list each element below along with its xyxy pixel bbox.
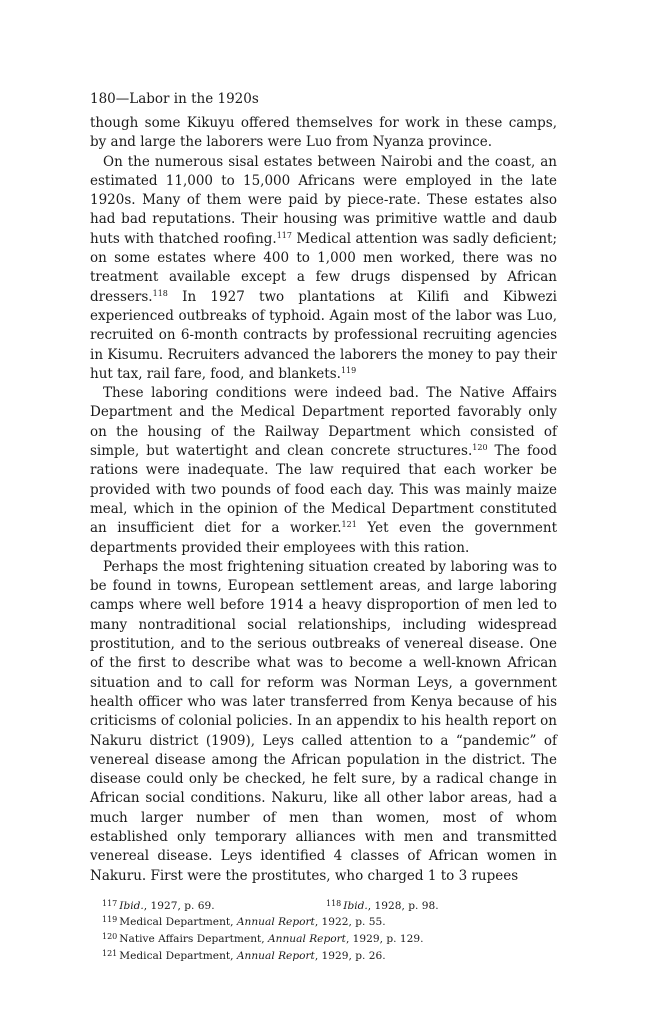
footnote-text: , 1929, p. 26. — [314, 949, 386, 962]
page — [90, 90, 557, 963]
footnote-text: , 1928, p. 98. — [367, 899, 439, 912]
footnote-italic: Annual Report — [236, 949, 315, 962]
text-run: Yet even the government departments provided their employees with this ration. — [90, 520, 557, 556]
footnote-118 — [326, 897, 439, 914]
footnote-ref: 118 — [152, 288, 168, 298]
paragraph — [90, 114, 557, 153]
footnote-ref: 117 — [276, 230, 292, 240]
footnote-ref: 119 — [340, 365, 357, 375]
text-run: These laboring conditions were indeed bad. The Native Affairs Department and the Medical Department reported favorably only on the housing of the Railway Department which consisted of simple, but watertight and clean concrete structures. — [90, 385, 557, 460]
footnote-italic: Annual Report — [236, 916, 315, 929]
footnote-text: , 1929, p. 129. — [345, 933, 424, 946]
text-run: though some Kikuyu offered themselves for work in these camps, by and large the laborers were Luo from Nyanza province. — [90, 115, 557, 151]
text-run: In 1927 two plantations at Kilifi and Kibwezi experienced outbreaks of typhoid. Again most of the labor was Luo, recruited on 6-month contracts by professional recruiting agencies in Kisumu. Recruiters advanced the laborers the money to pay their hut tax, rail fare, food, and blankets. — [90, 288, 557, 382]
paragraph — [90, 558, 557, 886]
footnote-italic: Ibid. — [343, 899, 368, 912]
footnote-number: 121 — [102, 948, 118, 958]
footnote-text: Native Affairs Department, — [119, 933, 269, 946]
footnote-italic: Annual Report — [268, 933, 346, 946]
paragraph — [90, 384, 557, 558]
footnote-text: Medical Department, — [119, 949, 237, 962]
footnotes — [90, 897, 557, 963]
running-head: 180—Labor in the 1920s — [90, 91, 259, 107]
footnote-120 — [102, 930, 557, 947]
paragraph — [90, 153, 557, 385]
footnote-italic: Ibid. — [119, 899, 144, 912]
text-run: Medical attention was sadly deficient; on some estates where 400 to 1,000 men worked, there was no treatment available except a few drugs dispensed by African dressers. — [90, 230, 557, 305]
footnote-119 — [102, 913, 557, 930]
footnote-text: , 1927, p. 69. — [143, 899, 215, 912]
footnote-text: Medical Department, — [119, 916, 237, 929]
footnote-row — [102, 897, 557, 914]
text-run: On the numerous sisal estates between Nairobi and the coast, an estimated 11,000 to 15,000 Africans were employed in the late 1920s. Many of them were paid by piece-rate. These estates also had bad reputations. Their housing was primitive wattle and daub huts with thatched roofing. — [90, 153, 557, 247]
text-run: Perhaps the most frightening situation created by laboring was to be found in towns, European settlement areas, and large laboring camps where well before 1914 a heavy disproportion of men led to many nontraditional social relationships, including widespread prostitution, and to the serious outbreaks of venereal disease. One of the first to describe what was to become a well-known African situation and to call for reform was Norman Leys, a government health officer who was later transferred from Kenya because of his criticisms of colonial policies. In an appendix to his health report on Nakuru district (1909), Leys called attention to a “pandemic” of venereal disease among the African population in the district. The disease could only be checked, he felt sure, by a radical change in African social conditions. Nakuru, like all other labor areas, had a much larger number of men than women, most of whom established only temporary alliances with men and transmitted venereal disease. Leys identified 4 classes of African women in Nakuru. First were the prostitutes, who charged 1 to 3 rupees — [90, 558, 557, 884]
footnote-number: 118 — [326, 898, 342, 908]
footnote-117 — [102, 897, 326, 914]
footnote-number: 117 — [102, 898, 118, 908]
body-text — [90, 114, 557, 886]
footnote-text: , 1922, p. 55. — [314, 916, 386, 929]
footnote-ref: 121 — [341, 520, 357, 530]
footnote-number: 119 — [102, 915, 118, 925]
footnote-121 — [102, 947, 557, 964]
text-run: The food rations were inadequate. The law required that each worker be provided with two pounds of food each day. This was mainly maize meal, which in the opinion of the Medical Department constituted an insufficient diet for a worker. — [90, 443, 557, 537]
footnote-number: 120 — [102, 932, 118, 942]
footnote-ref: 120 — [472, 443, 488, 453]
